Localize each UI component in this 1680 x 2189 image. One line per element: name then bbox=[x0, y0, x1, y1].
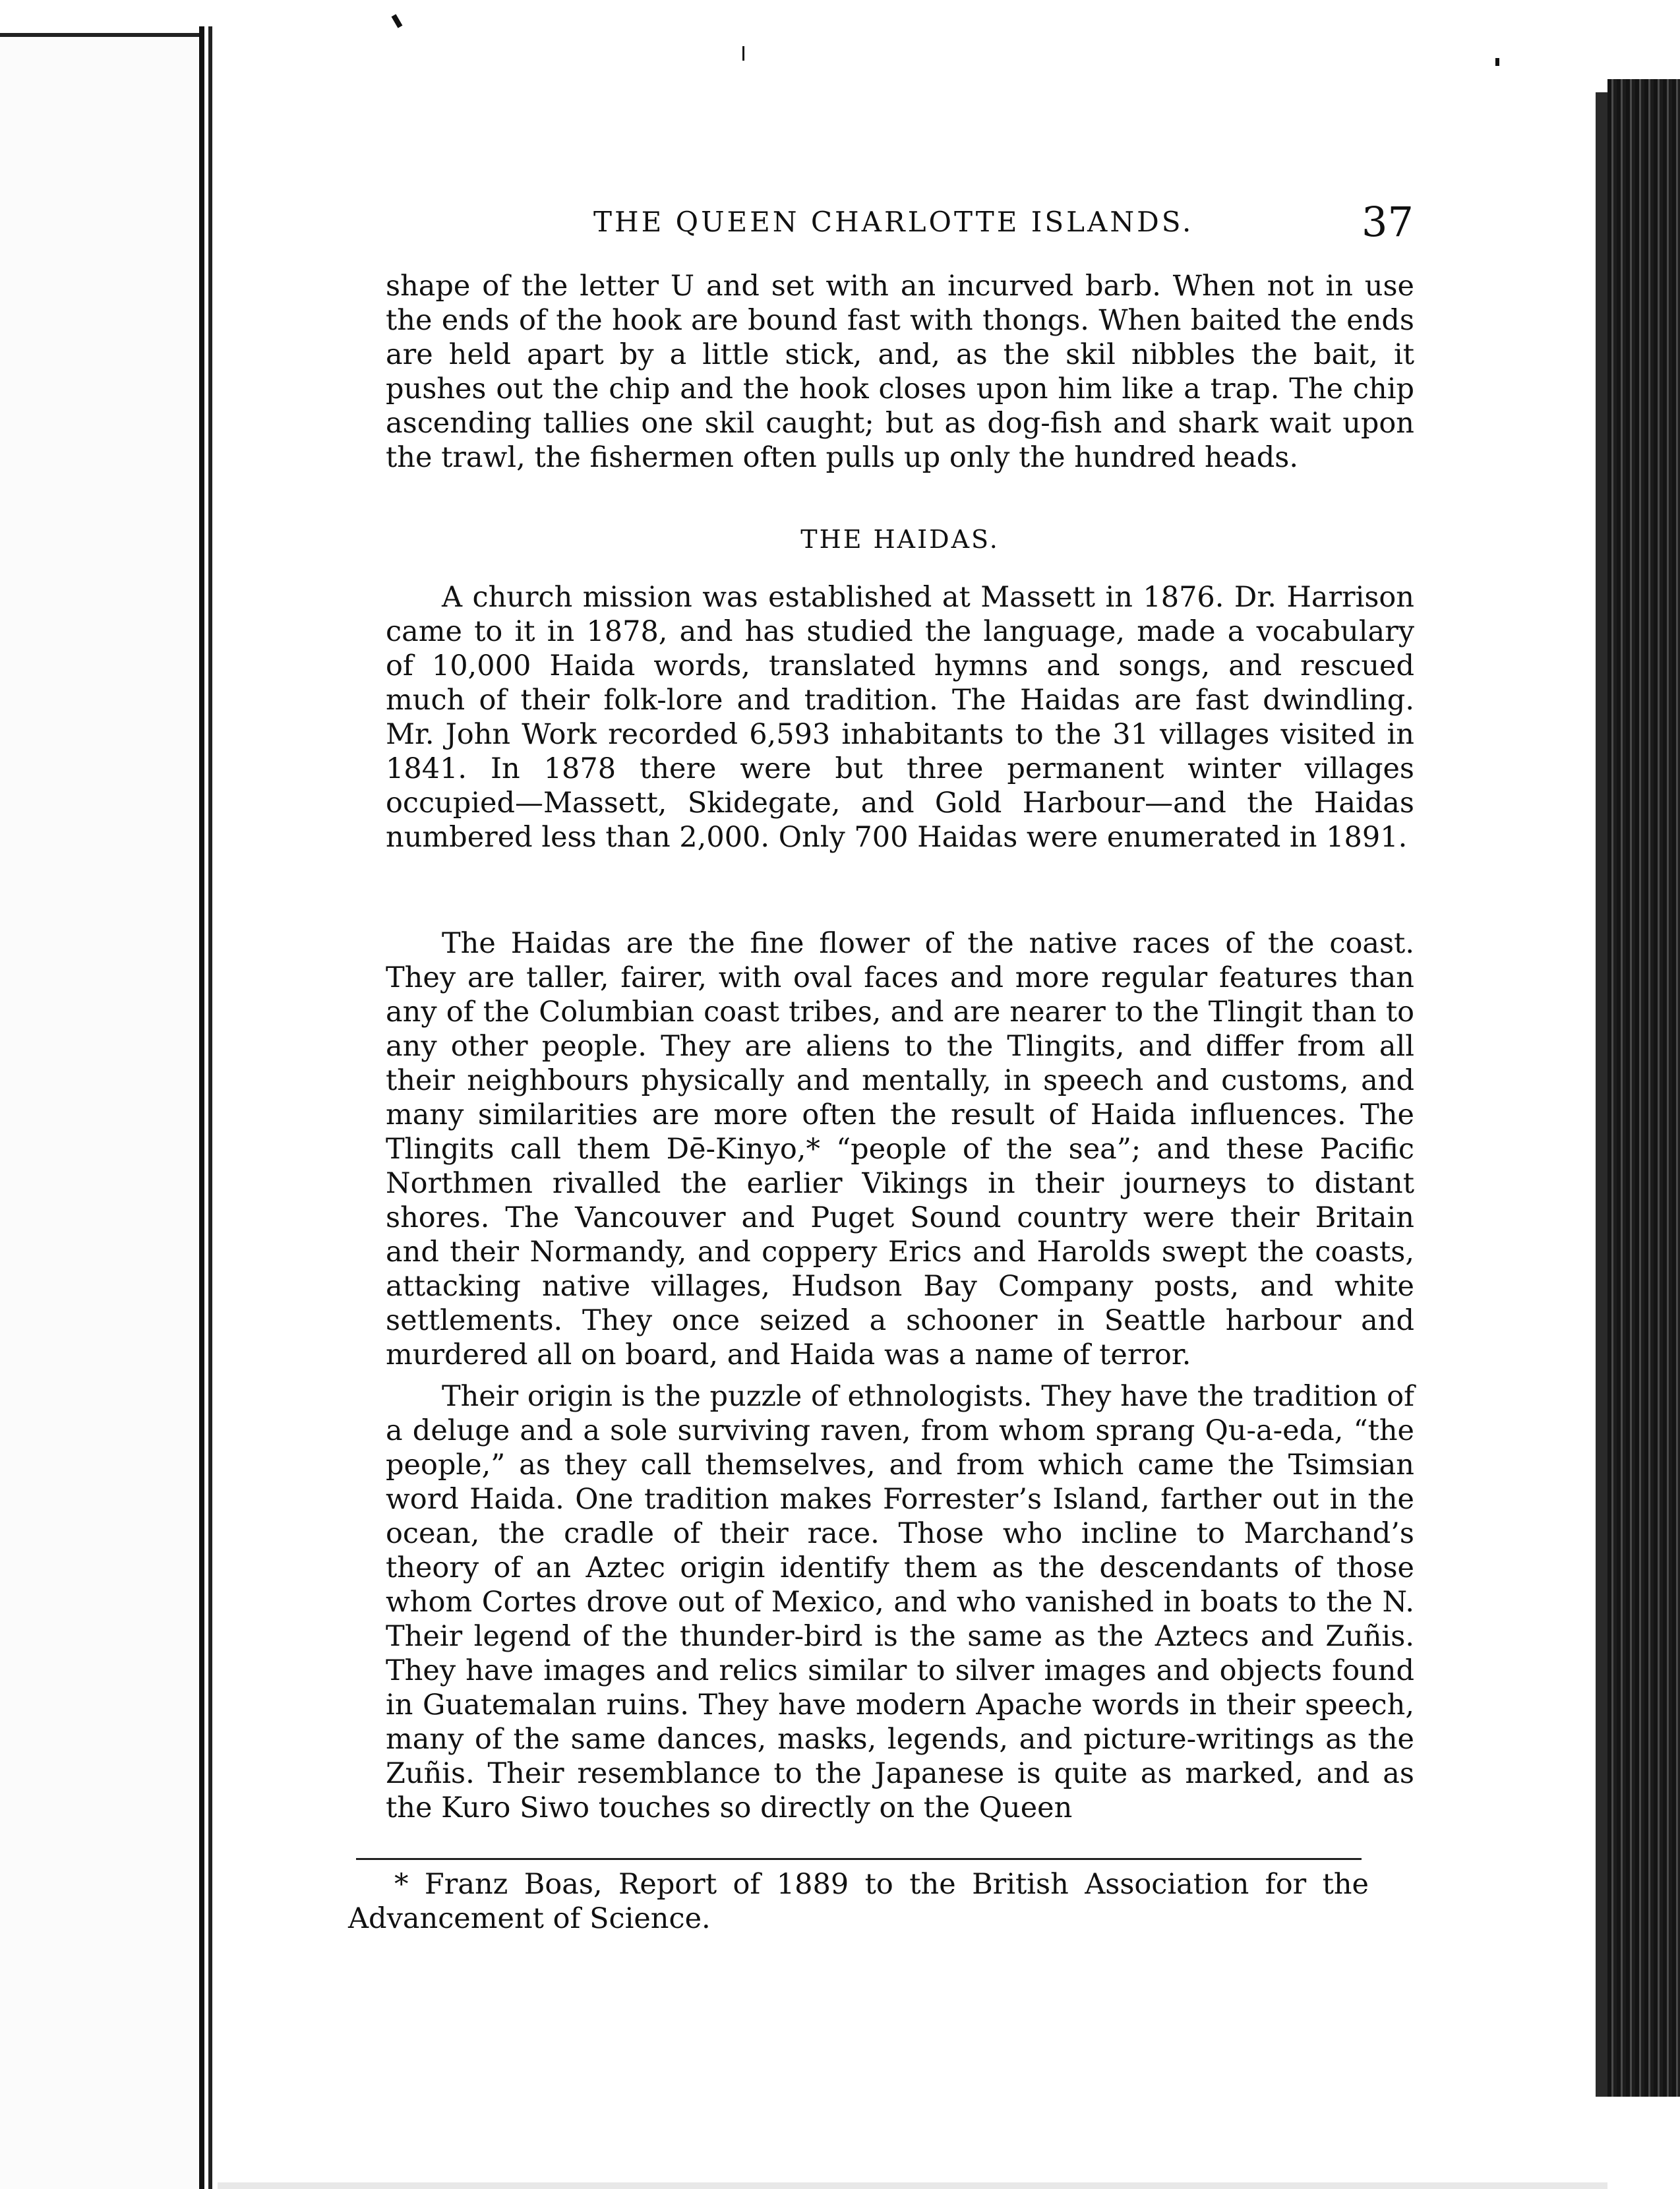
page-number: 37 bbox=[1362, 198, 1414, 246]
facing-page-edge bbox=[0, 36, 198, 2189]
page-stack-shadow bbox=[1596, 92, 1607, 2097]
bottom-shadow bbox=[218, 2182, 1607, 2189]
footnote-text: * Franz Boas, Report of 1889 to the British Association for the Advancement of Science. bbox=[348, 1868, 1369, 1935]
page-stack-edge bbox=[1607, 79, 1680, 2097]
paragraph-1 bbox=[386, 580, 1414, 855]
book-gutter bbox=[199, 26, 218, 2189]
scan-speck bbox=[1495, 58, 1499, 66]
scan-speck bbox=[742, 46, 744, 61]
scan-speck bbox=[392, 14, 403, 28]
paragraph-3-text: Their origin is the puzzle of ethnologists. They have the tradition of a deluge and a sole surviving raven, from whom sprang Qu-a-eda, “the people,” as they call themselves, and from which came the Tsimsian word Haida. One tradition makes Forrester’s Island, farther out in the ocean, the cradle of their race. Those who incline to Marchand’s theory of an Aztec origin identify them as the descendants of those whom Cortes drove out of Mexico, and who vanished in boats to the N. Their legend of the thunder-bird is the same as the Aztecs and Zuñis. They have images and relics similar to silver images and objects found in Guatemalan ruins. They have modern Apache words in their speech, many of the same dances, masks, legends, and picture-writings as the Zuñis. Their resemblance to the Japanese is quite as marked, and as the Kuro Siwo touches so directly on the Queen bbox=[386, 1380, 1414, 1824]
intro-paragraph-text: shape of the letter U and set with an incurved barb. When not in use the ends of the hook are bound fast with thongs. When baited the ends are held apart by a little stick, and, as the skil nibbles the bait, it pushes out the chip and the hook closes upon him like a trap. The chip ascending tallies one skil caught; but as dog-fish and shark wait upon the trawl, the fishermen often pulls up only the hundred heads. bbox=[386, 270, 1414, 474]
paragraph-3 bbox=[386, 1379, 1414, 1825]
paragraph-2-text: The Haidas are the fine flower of the native races of the coast. They are taller, fairer, with oval faces and more regular features than any of the Columbian coast tribes, and are nearer to the Tlingit than to any other people. They are aliens to the Tlingits, and differ from all their neighbours physically and mentally, in speech and customs, and many similarities are more often the result of Haida influences. The Tlingits call them Dē-Kinyo,* “people of the sea”; and these Pacific Northmen rivalled the earlier Vikings in their journeys to distant shores. The Vancouver and Puget Sound country were their Britain and their Normandy, and coppery Erics and Harolds swept the coasts, attacking native villages, Hudson Bay Company posts, and white settlements. They once seized a schooner in Seattle harbour and murdered all on board, and Haida was a name of terror. bbox=[386, 927, 1414, 1371]
footnote bbox=[348, 1867, 1369, 1936]
running-header: THE QUEEN CHARLOTTE ISLANDS. bbox=[593, 206, 1194, 238]
paragraph-1-text: A church mission was established at Massett in 1876. Dr. Harrison came to it in 1878, and has studied the language, made a vocabulary of 10,000 Haida words, translated hymns and songs, and rescued much of their folk-lore and tradition. The Haidas are fast dwindling. Mr. John Work recorded 6,593 inhabitants to the 31 villages visited in 1841. In 1878 there were but three permanent winter villages occupied—Massett, Skidegate, and Gold Harbour—and the Haidas numbered less than 2,000. Only 700 Haidas were enumerated in 1891. bbox=[386, 581, 1414, 854]
section-heading: THE HAIDAS. bbox=[800, 525, 1000, 554]
facing-page-top-edge bbox=[0, 33, 204, 37]
intro-paragraph bbox=[386, 269, 1414, 475]
footnote-rule bbox=[356, 1858, 1362, 1860]
paragraph-2 bbox=[386, 926, 1414, 1372]
